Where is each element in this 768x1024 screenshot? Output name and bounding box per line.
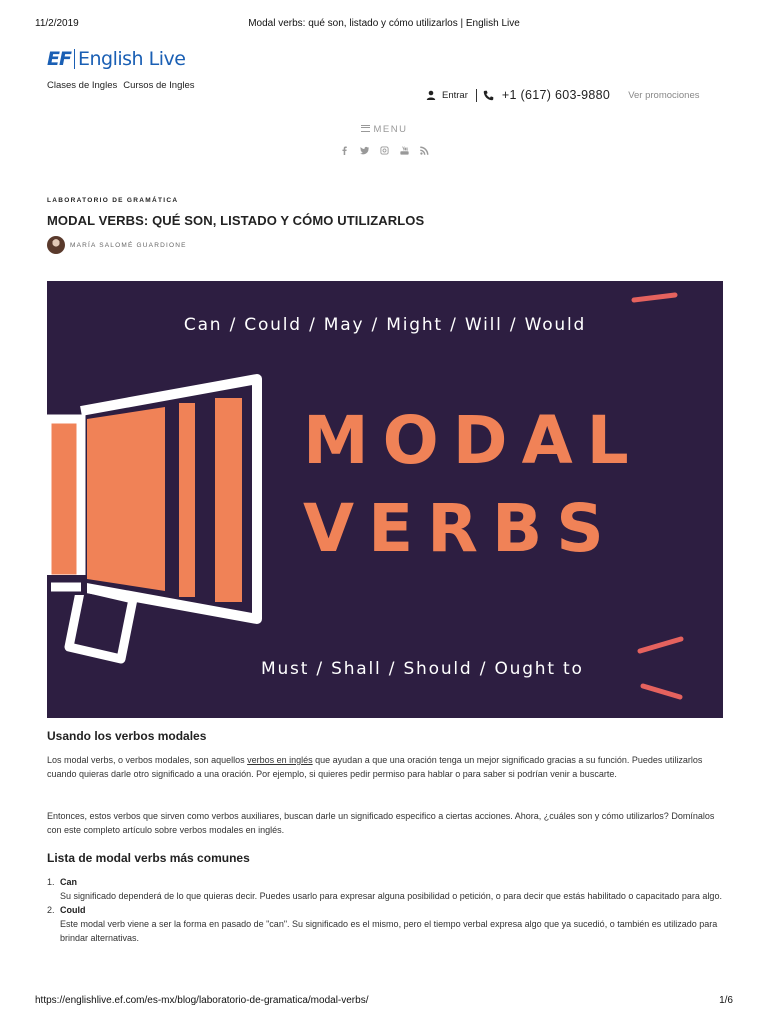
hero-banner <box>47 281 723 718</box>
phone-link[interactable]: +1 (617) 603-9880 <box>501 88 611 102</box>
author-avatar <box>47 236 65 254</box>
print-date: 11/2/2019 <box>35 18 79 29</box>
section-heading: Lista de modal verbs más comunes <box>47 851 250 865</box>
dash-decoration <box>643 686 680 697</box>
paragraph <box>47 753 723 781</box>
hero-title-line2: VERBS <box>303 490 618 567</box>
instagram-icon[interactable] <box>380 146 389 155</box>
list-item <box>47 903 723 945</box>
menu-label: MENU <box>373 124 408 135</box>
author-name: MARÍA SALOMÉ GUARDIONE <box>70 241 187 249</box>
promotions-link[interactable]: Ver promociones <box>628 89 700 101</box>
logo-name: English Live <box>77 48 186 70</box>
paragraph-text: que ayudan a que una oración tenga un mejor significado gracias a su función. Puedes utilizarlos cuando quieras darle otro significado a una oración. Por ejemplo, si quieres pedir permiso para hablar o para saber si podrían venir a buscarte. <box>47 755 703 779</box>
divider <box>476 89 477 102</box>
account-bar <box>426 88 699 102</box>
paragraph-text: Los modal verbs, o verbos modales, son aquellos <box>47 755 248 765</box>
print-url: https://englishlive.ef.com/es-mx/blog/laboratorio-de-gramatica/modal-verbs/ <box>35 995 369 1006</box>
hero-bottom-text: Must / Shall / Should / Ought to <box>261 659 584 679</box>
logo-separator <box>74 49 75 69</box>
user-icon <box>426 90 436 100</box>
social-links <box>0 146 768 155</box>
site-logo[interactable] <box>47 48 185 70</box>
section-heading: Usando los verbos modales <box>47 729 207 743</box>
print-title: Modal verbs: qué son, listado y cómo utilizarlos | English Live <box>248 18 520 29</box>
megaphone-icon <box>47 379 257 659</box>
twitter-icon[interactable] <box>360 146 369 155</box>
paragraph: Entonces, estos verbos que sirven como verbos auxiliares, buscan darle un significado especifico a ciertas acciones. Ahora, ¿cuáles son y cómo utilizarlos? Domínalos con este completo artículo sobre verbos modales en inglés. <box>47 811 715 835</box>
modal-verbs-list <box>47 875 723 945</box>
list-term: Can <box>60 877 78 887</box>
verbos-en-ingles-link[interactable]: verbos en inglés <box>247 755 313 765</box>
list-number: 1. <box>47 877 55 887</box>
link-cursos-de-ingles[interactable]: Cursos de Ingles <box>123 80 195 91</box>
logo-mark: EF <box>47 48 71 70</box>
phone-icon <box>483 90 494 101</box>
rss-icon[interactable] <box>420 146 429 155</box>
hero-title-line1: MODAL <box>303 402 643 479</box>
list-number: 2. <box>47 905 55 915</box>
top-links <box>47 80 195 91</box>
list-description: Este modal verb viene a ser la forma en pasado de "can". Su significado es el mismo, pero el tiempo verbal expresa algo que ya sucedió, o también es utilizado para brindar alternativas. <box>60 919 718 943</box>
article-category[interactable]: LABORATORIO DE GRAMÁTICA <box>47 197 179 204</box>
dash-decoration <box>634 295 675 300</box>
link-clases-de-ingles[interactable]: Clases de Ingles <box>47 80 118 91</box>
dash-decoration <box>640 639 681 651</box>
list-item <box>47 875 723 903</box>
menu-button[interactable] <box>0 124 768 135</box>
author-byline[interactable] <box>47 236 187 254</box>
hamburger-icon <box>361 125 370 132</box>
list-description: Su significado dependerá de lo que quieras decir. Puedes usarlo para expresar alguna posibilidad o petición, o para decir que estás habilitado o capacitado para algo. <box>60 891 722 901</box>
print-page-number: 1/6 <box>719 995 733 1006</box>
youtube-icon[interactable] <box>400 146 409 155</box>
hero-top-text: Can / Could / May / Might / Will / Would <box>183 315 587 335</box>
login-link[interactable]: Entrar <box>442 89 468 101</box>
list-term: Could <box>60 905 86 915</box>
article-title: MODAL VERBS: QUÉ SON, LISTADO Y CÓMO UTILIZARLOS <box>47 213 425 228</box>
facebook-icon[interactable] <box>340 146 349 155</box>
